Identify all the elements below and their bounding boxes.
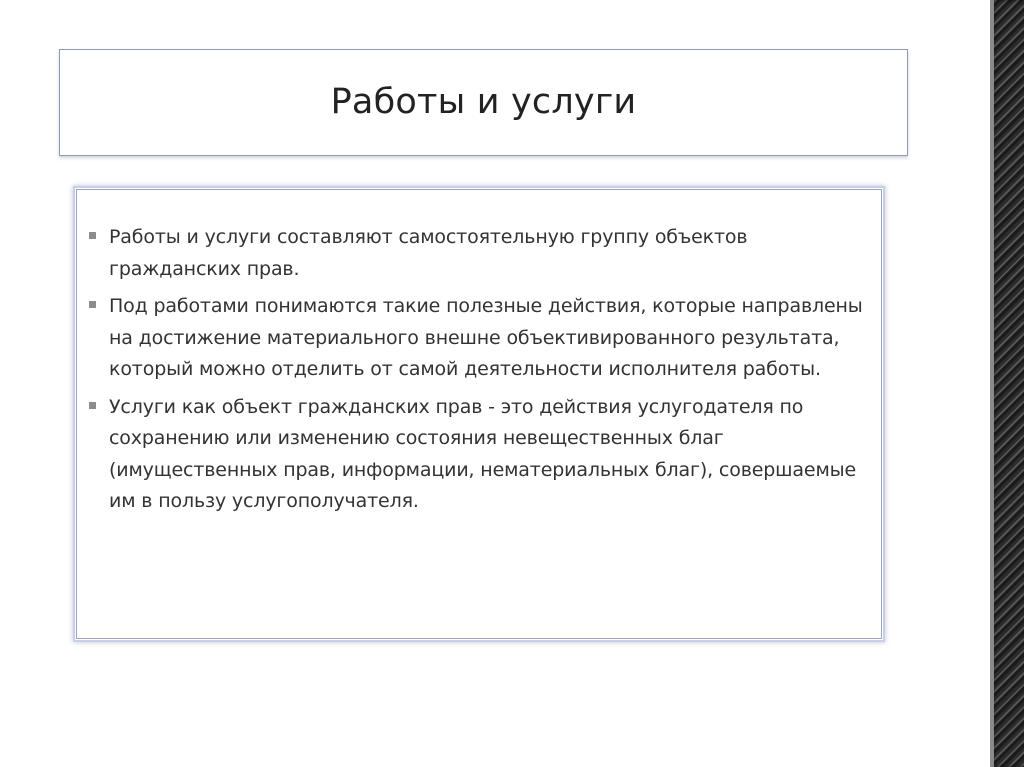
bullet-item [87,291,867,386]
slide-title: Работы и услуги [330,81,637,122]
bullet-text: Услуги как объект гражданских прав - это действия услугодателя по сохранению или изменению состояния невещественных благ (имущественных прав, информации, нематериальных благ), совершаемые им в пользу услугополучателя. [109,395,857,512]
bullet-text: Работы и услуги составляют самостоятельную группу объектов гражданских прав. [109,226,748,280]
bullet-item [87,222,867,285]
bullet-text: Под работами понимаются такие полезные действия, которые направлены на достижение материального внешне объективированного результата, который можно отделить от самой деятельности исполнителя работы. [109,295,863,380]
bullet-item [87,392,867,518]
bullet-list [87,222,867,524]
square-bullet-icon [89,301,96,308]
content-placeholder [73,186,885,642]
page-edge-border [990,0,1024,767]
square-bullet-icon [89,402,96,409]
title-placeholder [59,49,908,156]
square-bullet-icon [89,232,96,239]
